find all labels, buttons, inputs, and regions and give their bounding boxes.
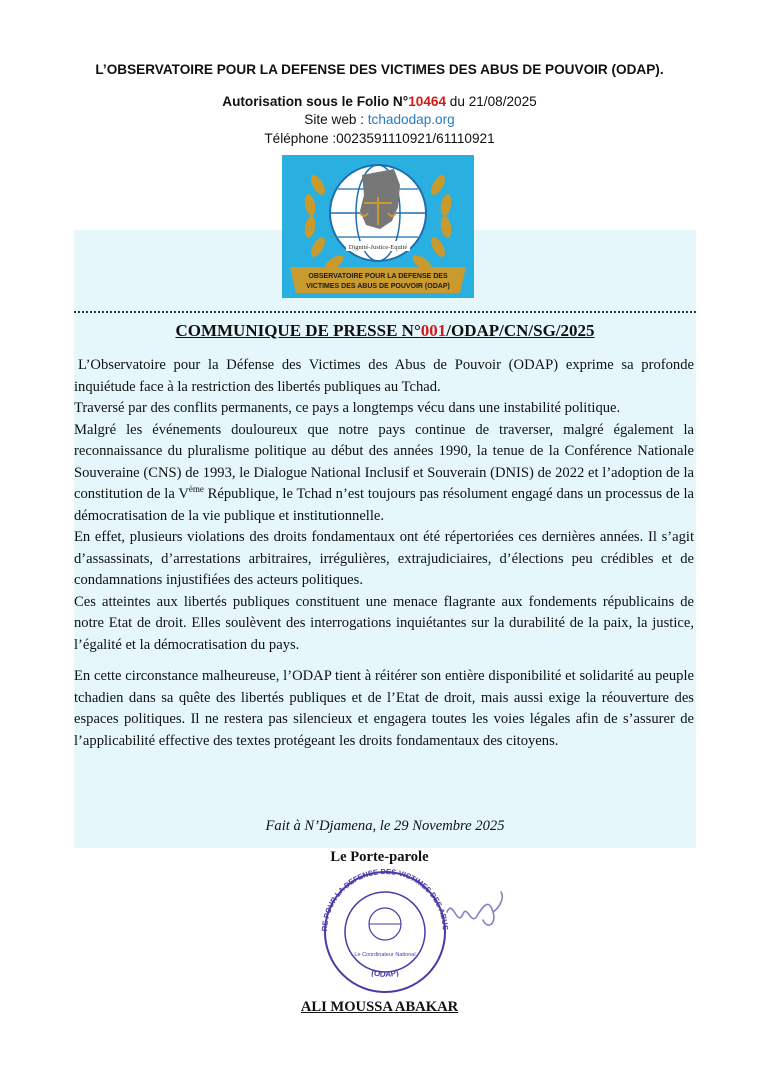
paragraph-2: Traversé par des conflits permanents, ce pays a longtemps vécu dans une instabilité politique.	[74, 400, 621, 416]
odap-logo	[282, 155, 474, 298]
stamp-ring-text: RE POUR LA DEFENSE DES VICTIMES DES ABUS	[319, 868, 451, 932]
stamp-bottom-text: (ODAP)	[370, 967, 400, 979]
place-date: Fait à N’Djamena, le 29 Novembre 2025	[265, 818, 505, 834]
paragraph-6: En cette circonstance malheureuse, l’ODAP tient à réitérer son entière disponibilité et solidarité au peuple tchadien dans sa quête des libertés publiques et de l’Etat de droit, mais aussi exige la réouverture des espaces politiques. Il ne restera pas silencieux et engagera toutes les voies légales afin de s’assurer de l’applicabilité effective des textes protégeant les droits fondamentaux des citoyens.	[74, 668, 694, 749]
official-stamp-icon	[307, 868, 450, 992]
site-link[interactable]: tchadodap.org	[367, 112, 455, 127]
phone-line: Téléphone :0023591110921/61110921	[264, 131, 495, 146]
stamp-inner-text: Le Coordinateur National	[354, 952, 416, 958]
title-suffix: /ODAP/CN/SG/2025	[446, 321, 595, 340]
title-prefix: COMMUNIQUE DE PRESSE N°	[175, 321, 421, 340]
svg-text:OBSERVATOIRE POUR LA DEFENSE D	[307, 868, 450, 932]
title-number: 001	[420, 321, 447, 340]
org-title: L’OBSERVATOIRE POUR LA DEFENSE DES VICTIMES DES ABUS DE POUVOIR (ODAP).	[95, 62, 664, 77]
auth-folio: 10464	[408, 94, 447, 109]
paragraph-3-part-a: Malgré les événements douloureux que notre pays continue de traverser, malgré également la reconnaissance du pluralisme politique au début des années 1990, la tenue de la Conférence Nationale Souveraine (CNS) de 1993, le Dialogue National Inclusif et Souverain (DNIS) de 2022 et l’adoption de la constitution de la V	[74, 421, 694, 502]
paragraph-4: En effet, plusieurs violations des droits fondamentaux ont été répertoriées ces dernières années. Il s’agit d’assassinats, d’arrestations arbitraires, irrégulières, extrajudiciaires, d’élections peu crédibles et de condamnations injustifiées des acteurs politiques.	[74, 529, 694, 588]
paragraph-1: L’Observatoire pour la Défense des Victimes des Abus de Pouvoir (ODAP) exprime sa profonde inquiétude face à la restriction des libertés publiques au Tchad.	[74, 357, 694, 395]
site-label: Site web :	[304, 112, 368, 127]
banner-line-2: VICTIMES DES ABUS DE POUVOIR (ODAP)	[306, 283, 450, 290]
spokesperson-name: ALI MOUSSA ABAKAR	[300, 999, 459, 1015]
spokesperson-role: Le Porte-parole	[330, 849, 429, 865]
banner-line-1: OBSERVATOIRE POUR LA DEFENSE DES	[308, 273, 448, 280]
logo-motto: Dignité-Justice-Equité	[348, 244, 408, 251]
stamp-signature-area	[307, 868, 522, 993]
paragraph-3	[74, 420, 694, 528]
website-line	[0, 112, 759, 127]
svg-text:(ODAP)	[370, 968, 400, 979]
auth-prefix: Autorisation sous le Folio N°	[222, 94, 409, 109]
handwritten-signature	[447, 892, 502, 925]
paragraph-5: Ces atteintes aux libertés publiques constituent une menace flagrante aux fondements républicains de notre Etat de droit. Elles soulèvent des interrogations inquiétantes sur la durabilité de la paix, la justice, l’égalité et la démocratisation du pays.	[74, 593, 694, 653]
press-body	[74, 355, 694, 752]
auth-date: du 21/08/2025	[446, 94, 537, 109]
press-release-title	[74, 321, 696, 341]
paragraph-3-part-b: République, le Tchad n’est toujours pas résolument engagé dans un processus de la démocratisation de la vie publique et institutionnelle.	[74, 486, 694, 524]
separator-line	[74, 311, 696, 313]
paragraph-3-superscript: ème	[188, 484, 204, 495]
authorization-line	[0, 94, 759, 109]
